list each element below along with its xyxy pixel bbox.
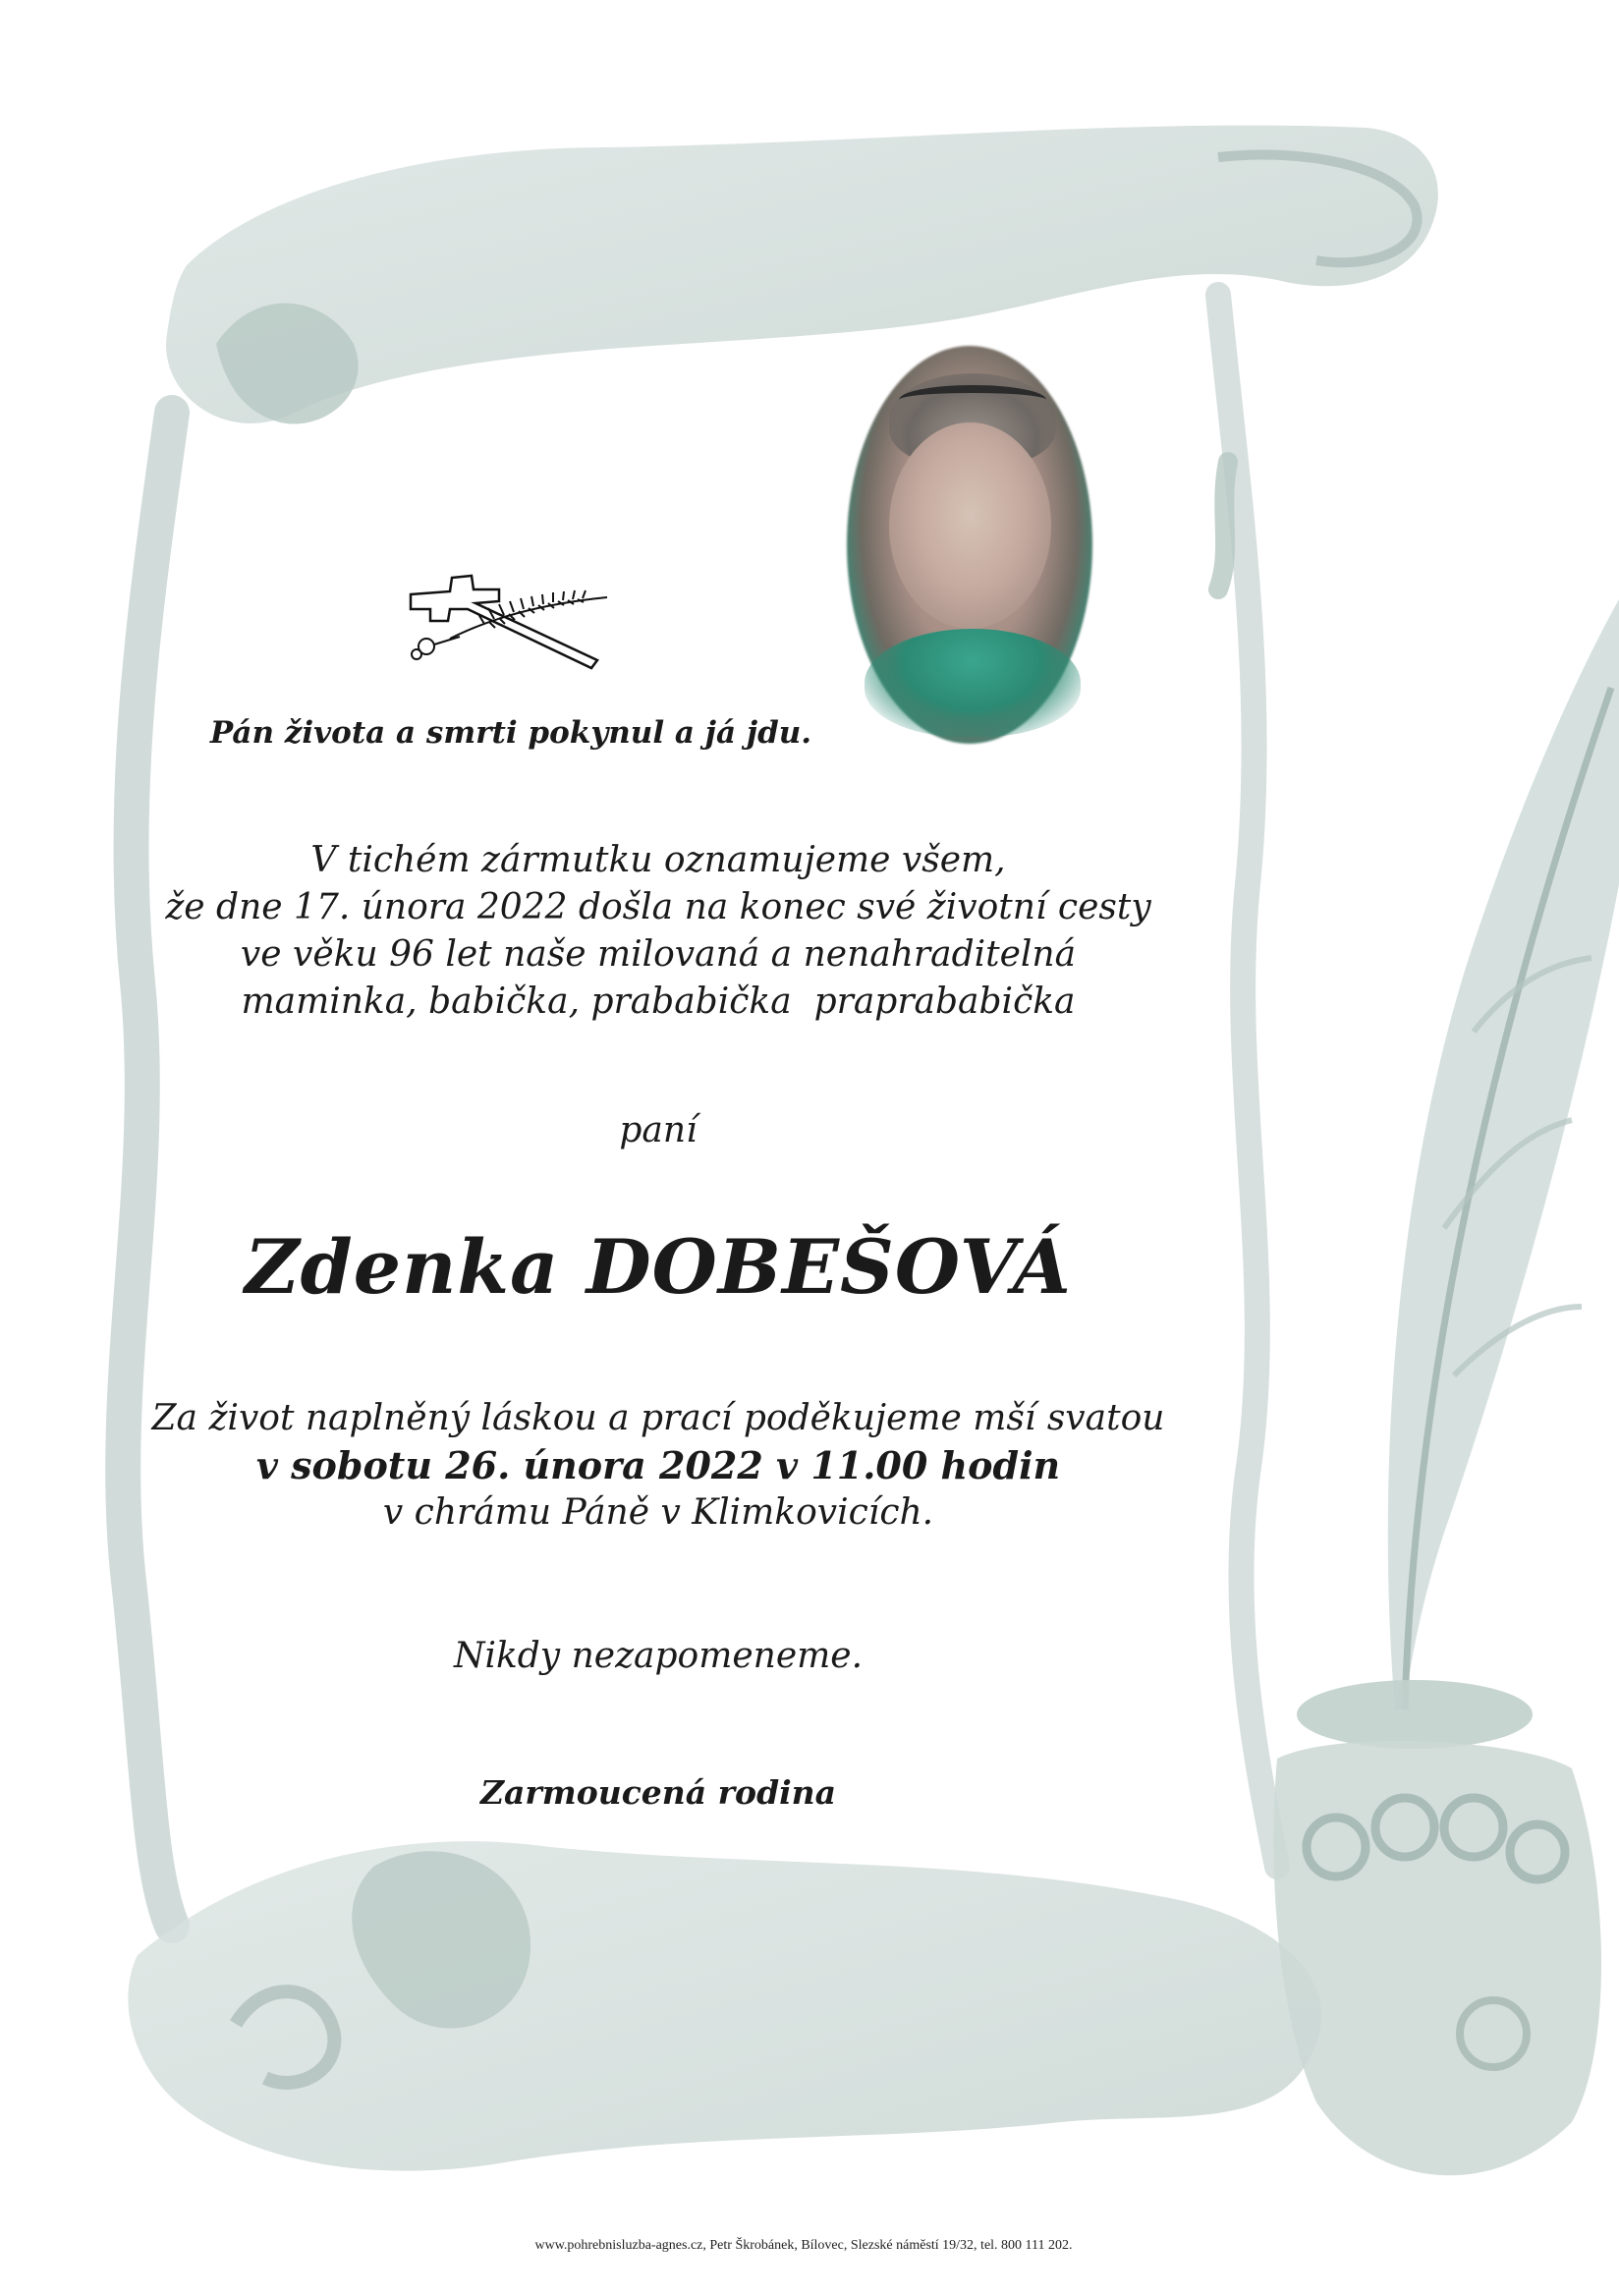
honorific-title: paní — [619, 1110, 698, 1150]
announcement-line: že dne 17. února 2022 došla na konec své životní cesty — [165, 887, 1151, 927]
signature: Zarmoucená rodina — [479, 1773, 837, 1812]
closing-line: Nikdy nezapomeneme. — [453, 1636, 864, 1676]
announcement-line: V tichém zármutku oznamujeme všem, — [310, 840, 1006, 880]
announcement-block — [0, 837, 1316, 1026]
funeral-service-footer: www.pohrebnisluzba-agnes.cz, Petr Škrobánek, Bílovec, Slezské náměstí 19/32, tel. 800 111 202. — [534, 2238, 1073, 2253]
cross-palm-icon — [391, 570, 617, 678]
announcement-line: ve věku 96 let naše milovaná a nenahraditelná — [240, 934, 1077, 975]
service-details — [0, 1395, 1316, 1537]
announcement-line: maminka, babička, prababička praprababička — [241, 981, 1076, 1022]
motto-quote: Pán života a smrti pokynul a já jdu. — [209, 715, 812, 751]
service-line: Za život naplněný láskou a prací poděkujeme mší svatou — [151, 1398, 1165, 1438]
deceased-name: Zdenka DOBEŠOVÁ — [245, 1223, 1072, 1311]
service-date: v sobotu 26. února 2022 v 11.00 hodin — [255, 1443, 1061, 1487]
service-place: v chrámu Páně v Klimkovicích. — [382, 1492, 934, 1533]
